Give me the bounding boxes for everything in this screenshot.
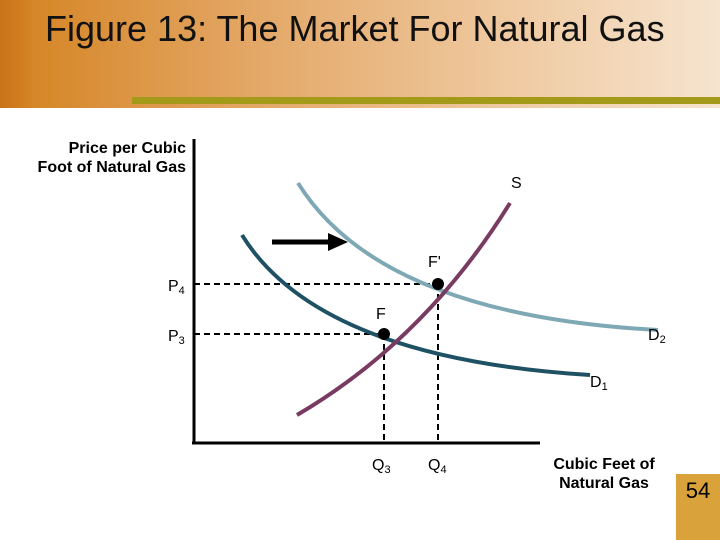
slide-title: Figure 13: The Market For Natural Gas (45, 8, 665, 49)
demand-curve-d1 (242, 235, 590, 375)
point-label-f-prime: F' (428, 254, 441, 271)
supply-label: S (511, 175, 522, 192)
price-label-p3: $P_3$ (168, 328, 185, 347)
equilibrium-point-f (378, 328, 390, 340)
demand-label-d2: $D_2$ (648, 327, 666, 346)
price-label-p4: $P_4$ (168, 278, 185, 297)
y-axis-label: Price per Cubic Foot of Natural Gas (37, 140, 186, 176)
equilibrium-point-f-prime (432, 278, 444, 290)
demand-curve-d2 (298, 183, 658, 330)
quantity-label-q3: $Q_3$ (372, 457, 391, 476)
demand-shift-arrow-icon (272, 233, 348, 251)
demand-label-d1: $D_1$ (590, 374, 608, 393)
page-number: 54 (685, 478, 711, 503)
point-label-f: F (376, 306, 386, 323)
quantity-label-q4: $Q_4$ (428, 457, 447, 476)
x-axis-label: Cubic Feet of Natural Gas (553, 456, 655, 492)
